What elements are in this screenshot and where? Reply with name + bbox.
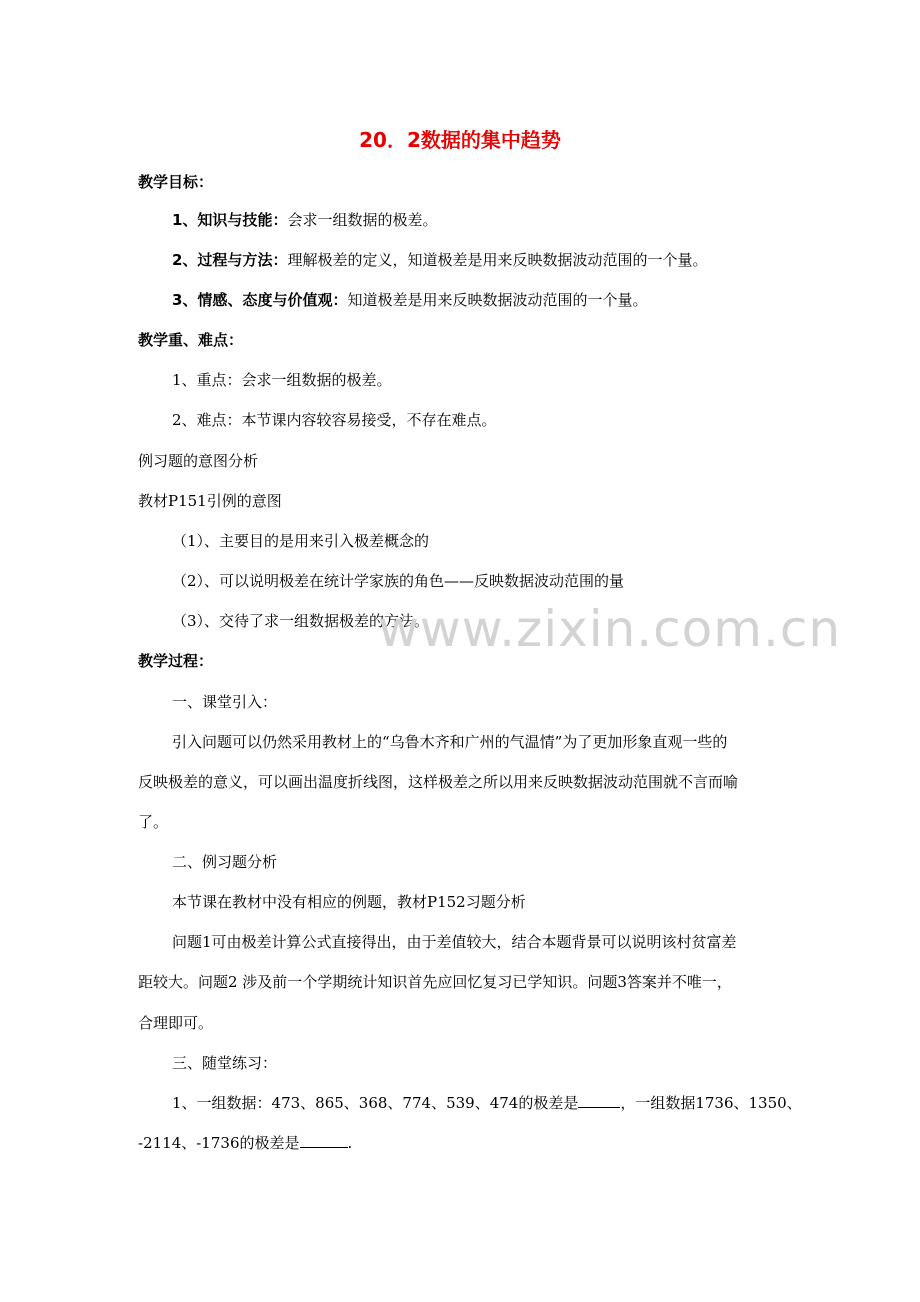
goal-label: 2、过程与方法： <box>172 251 288 269</box>
goal-label: 1、知识与技能： <box>172 211 288 229</box>
paragraph-line: 了。 <box>138 813 169 831</box>
exercise-text: -2114、-1736的极差是 <box>138 1134 300 1152</box>
exercise-text: . <box>347 1134 353 1152</box>
analysis-item: （2）、可以说明极差在统计学家族的角色——反映数据波动范围的量 <box>172 572 625 590</box>
keypoint-item: 1、重点：会求一组数据的极差。 <box>172 371 392 389</box>
goal-text: 知道极差是用来反映数据波动范围的一个量。 <box>347 291 648 309</box>
exercise-line <box>138 1133 352 1153</box>
goal-text: 理解极差的定义，知道极差是用来反映数据波动范围的一个量。 <box>287 251 708 269</box>
goal-item <box>172 250 707 270</box>
paragraph-line: 问题1可由极差计算公式直接得出，由于差值较大，结合本题背景可以说明该村贫富差 <box>172 933 737 951</box>
keypoint-item: 2、难点：本节课内容较容易接受，不存在难点。 <box>172 411 497 429</box>
analysis-item: （3）、交待了求一组数据极差的方法。 <box>172 612 430 630</box>
analysis-subheading: 教材P151引例的意图 <box>138 492 282 510</box>
paragraph-line: 本节课在教材中没有相应的例题，教材P152习题分析 <box>172 893 526 911</box>
page-title: 20．2数据的集中趋势 <box>359 128 561 152</box>
paragraph-line: 反映极差的意义，可以画出温度折线图，这样极差之所以用来反映数据波动范围就不言而喻 <box>138 773 739 791</box>
section-title: 二、例习题分析 <box>172 853 278 871</box>
paragraph-line: 引入问题可以仍然采用教材上的“乌鲁木齐和广州的气温情”为了更加形象直观一些的 <box>172 733 728 751</box>
goal-item <box>172 290 647 310</box>
exercise-line <box>172 1093 802 1113</box>
goal-item <box>172 210 437 230</box>
paragraph-line: 距较大。问题2 涉及前一个学期统计知识首先应回忆复习已学知识。问题3答案并不唯一， <box>138 973 732 991</box>
paragraph-line: 合理即可。 <box>138 1014 214 1032</box>
goal-label: 3、情感、态度与价值观： <box>172 291 348 309</box>
goal-text: 会求一组数据的极差。 <box>287 211 438 229</box>
answer-blank[interactable] <box>300 1133 348 1148</box>
exercise-text: 1、一组数据：473、865、368、774、539、474的极差是 <box>172 1094 579 1112</box>
keypoints-heading: 教学重、难点： <box>138 331 244 349</box>
analysis-item: （1）、主要目的是用来引入极差概念的 <box>172 532 430 550</box>
watermark: www.zixin.com.cn <box>378 600 842 658</box>
exercise-text: ，一组数据1736、1350、 <box>620 1094 802 1112</box>
analysis-heading: 例习题的意图分析 <box>138 452 259 470</box>
goals-heading: 教学目标： <box>138 173 214 191</box>
section-title: 三、随堂练习： <box>172 1054 278 1072</box>
process-heading: 教学过程： <box>138 652 214 670</box>
answer-blank[interactable] <box>578 1093 620 1108</box>
section-title: 一、课堂引入： <box>172 693 278 711</box>
